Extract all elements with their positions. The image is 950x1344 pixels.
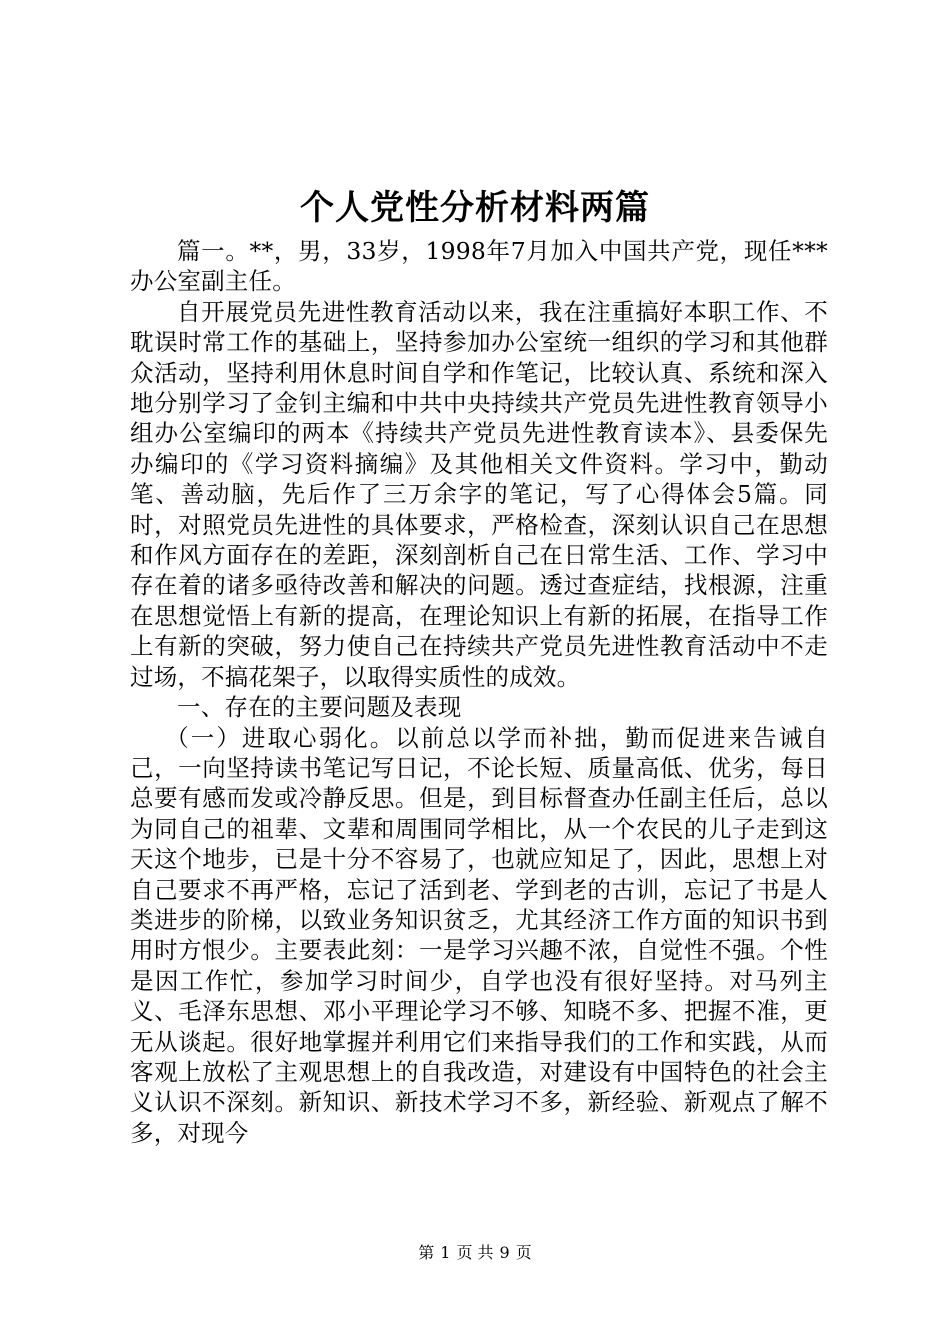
paragraph-problem-1: （一）进取心弱化。以前总以学而补拙，勤而促进来告诫自己，一向坚持读书笔记写日记，不论长短、质量高低、优劣，每日总要有感而发或冷静反思。但是，到目标督查办任副主任后，总以为同自己的祖辈、文辈和周围同学相比，从一个农民的儿子走到这天这个地步，已是十分不容易了，也就应知足了，因此，思想上对自己要求不再严格，忘记了活到老、学到老的古训，忘记了书是人类进步的阶梯，以致业务知识贫乏，尤其经济工作方面的知识书到用时方恨少。主要表此刻：一是学习兴趣不浓，自觉性不强。个性是因工作忙，参加学习时间少，自学也没有很好坚持。对马列主义、毛泽东思想、邓小平理论学习不够、知晓不多、把握不准，更无从谈起。很好地掌握并利用它们来指导我们的工作和实践，从而客观上放松了主观思想上的自我改造，对建设有中国特色的社会主义认识不深刻。新知识、新技术学习不多，新经验、新观点了解不多，对现今 (130, 723, 828, 1147)
document-title: 个人党性分析材料两篇 (300, 188, 650, 228)
page-mid: 页 共 (456, 1243, 494, 1262)
paragraph-study: 自开展党员先进性教育活动以来，我在注重搞好本职工作、不耽误时常工作的基础上，坚持参加办公室统一组织的学习和其他群众活动，坚持利用休息时间自学和作笔记，比较认真、系统和深入地分别学习了金钊主编和中共中央持续共产党员先进性教育领导小组办公室编印的两本《持续共产党员先进性教育读本》、县委保先办编印的《学习资料摘编》及其他相关文件资料。学习中，勤动笔、善动脑，先后作了三万余字的笔记，写了心得体会5篇。同时，对照党员先进性的具体要求，严格检查，深刻认识自己在思想和作风方面存在的差距，深刻剖析自己在日常生活、工作、学习中存在着的诸多亟待改善和解决的问题。透过查症结，找根源，注重在思想觉悟上有新的提高，在理论知识上有新的拓展，在指导工作上有新的突破，努力使自己在持续共产党员先进性教育活动中不走过场，不搞花架子，以取得实质性的成效。 (130, 297, 828, 691)
page-suffix: 页 (515, 1243, 532, 1262)
page-total: 9 (499, 1243, 510, 1262)
document-body (130, 236, 828, 1148)
page-current: 1 (440, 1243, 451, 1262)
section-heading: 一、存在的主要问题及表现 (177, 693, 462, 722)
paragraph-intro: 篇一。**，男，33岁，1998年7月加入中国共产党，现任***办公室副主任。 (130, 237, 828, 296)
page-prefix: 第 (418, 1243, 435, 1262)
page-footer (0, 1243, 950, 1263)
